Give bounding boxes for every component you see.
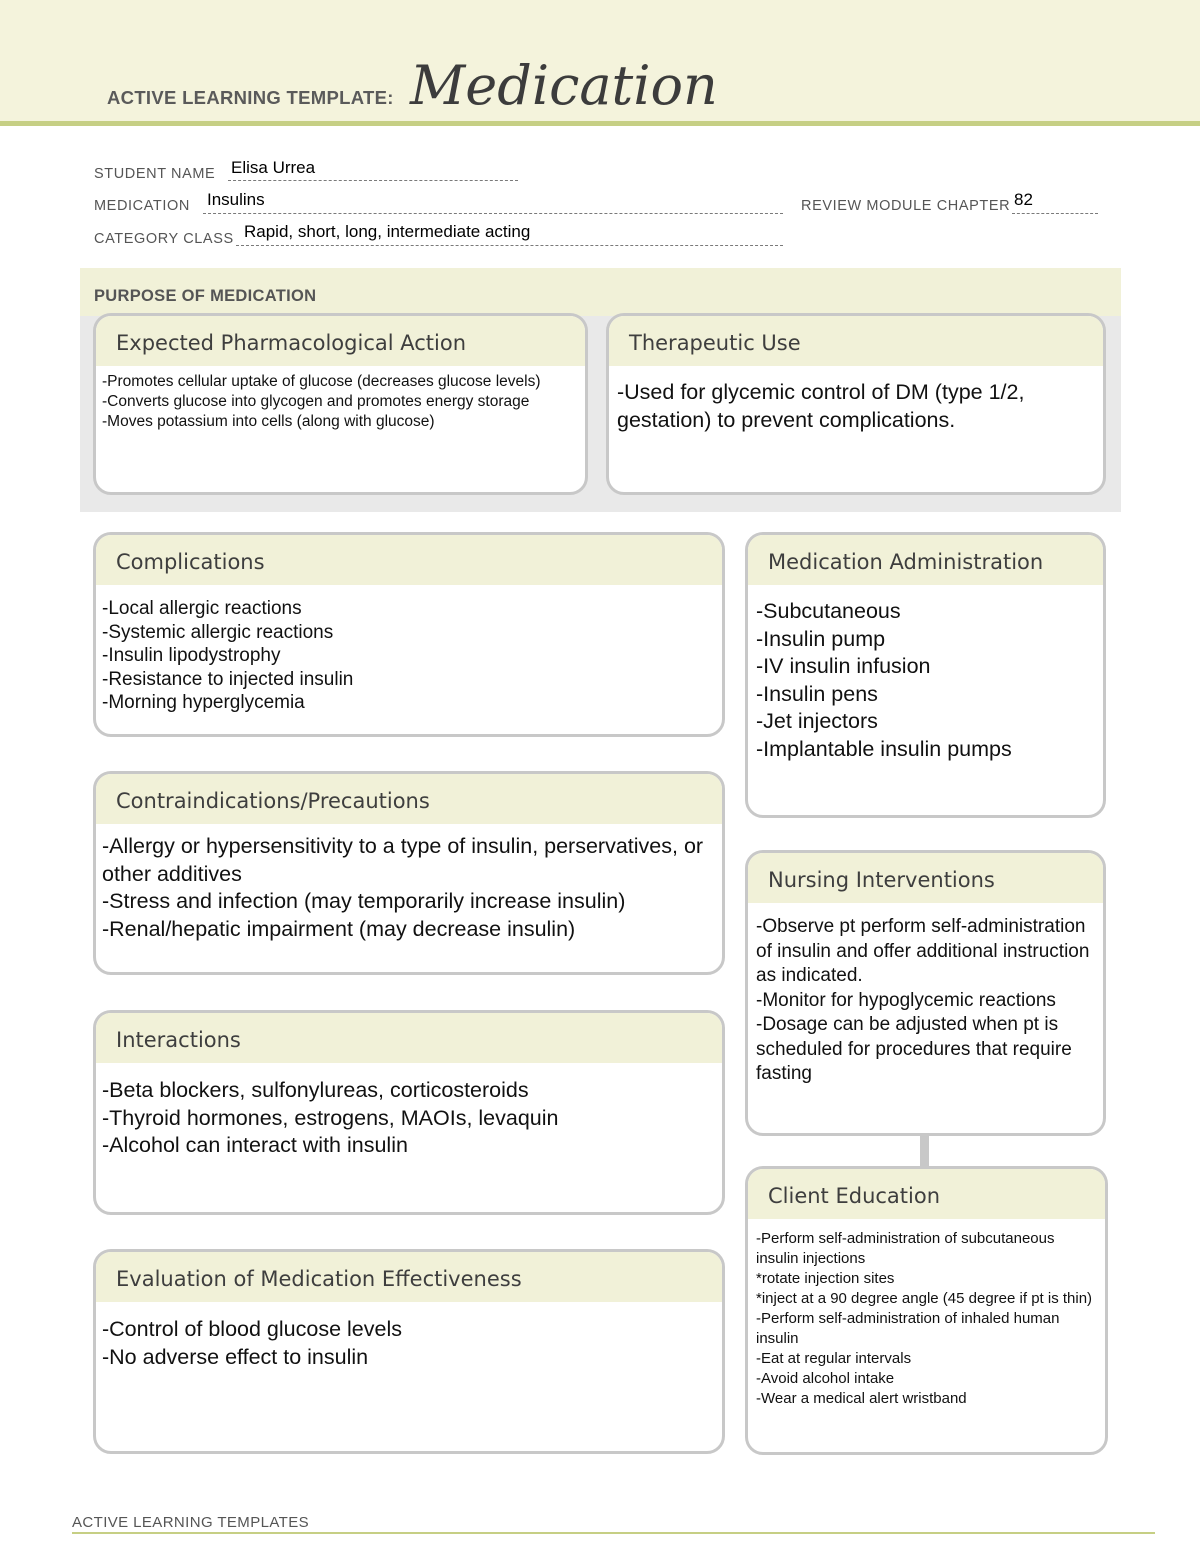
administration-body[interactable]: -Subcutaneous -Insulin pump -IV insulin infusion -Insulin pens -Jet injectors -Implantable insulin pumps (756, 599, 1012, 761)
review-chapter-label: REVIEW MODULE CHAPTER (801, 198, 1011, 214)
therapeutic-use-title: Therapeutic Use (609, 316, 1103, 366)
category-class-line (236, 245, 783, 246)
expected-action-title: Expected Pharmacological Action (96, 316, 585, 366)
complications-card (93, 532, 725, 737)
category-class-field[interactable]: Rapid, short, long, intermediate acting (244, 222, 531, 241)
client-education-card (745, 1166, 1108, 1455)
medication-label: MEDICATION (94, 198, 190, 214)
template-label: ACTIVE LEARNING TEMPLATE: (107, 87, 394, 108)
category-class-label: CATEGORY CLASS (94, 231, 234, 247)
medication-line (203, 213, 783, 214)
contraindications-body[interactable]: -Allergy or hypersensitivity to a type of insulin, perservatives, or other additives -Stress and infection (may temporarily increase insulin) -Renal/hepatic impairment (may decrease insulin) (102, 834, 704, 941)
therapeutic-use-body[interactable]: -Used for glycemic control of DM (type 1/2, gestation) to prevent complications. (617, 380, 1025, 432)
evaluation-card (93, 1249, 725, 1454)
interactions-title: Interactions (96, 1013, 722, 1063)
review-chapter-field[interactable]: 82 (1014, 190, 1033, 209)
client-education-title: Client Education (748, 1169, 1105, 1219)
student-name-label: STUDENT NAME (94, 166, 216, 182)
expected-action-card (93, 313, 588, 495)
complications-body[interactable]: -Local allergic reactions -Systemic allergic reactions -Insulin lipodystrophy -Resistance to injected insulin -Morning hyperglycemia (102, 598, 354, 713)
student-name-field[interactable]: Elisa Urrea (231, 158, 316, 177)
student-name-line (228, 180, 518, 181)
expected-action-body[interactable]: -Promotes cellular uptake of glucose (decreases glucose levels) -Converts glucose into glycogen and promotes energy storage -Moves potassium into cells (along with glucose) (102, 373, 541, 430)
footer-label: ACTIVE LEARNING TEMPLATES (72, 1514, 309, 1531)
connector-bar (920, 1133, 929, 1166)
complications-title: Complications (96, 535, 722, 585)
medication-field[interactable]: Insulins (207, 190, 265, 209)
interactions-body[interactable]: -Beta blockers, sulfonylureas, corticosteroids -Thyroid hormones, estrogens, MAOIs, levaquin -Alcohol can interact with insulin (102, 1078, 559, 1157)
page-title: Medication (410, 54, 718, 117)
review-chapter-line (1012, 213, 1098, 214)
contraindications-card (93, 771, 725, 975)
evaluation-title: Evaluation of Medication Effectiveness (96, 1252, 722, 1302)
contraindications-title: Contraindications/Precautions (96, 774, 722, 824)
therapeutic-use-card (606, 313, 1106, 495)
footer-rule (72, 1532, 1155, 1534)
administration-card (745, 532, 1106, 818)
evaluation-body[interactable]: -Control of blood glucose levels -No adverse effect to insulin (102, 1317, 402, 1369)
administration-title: Medication Administration (748, 535, 1103, 585)
purpose-label: PURPOSE OF MEDICATION (94, 287, 317, 305)
interactions-card (93, 1010, 725, 1215)
nursing-title: Nursing Interventions (748, 853, 1103, 903)
header-rule (0, 121, 1200, 126)
nursing-card (745, 850, 1106, 1136)
client-education-body[interactable]: -Perform self-administration of subcutaneous insulin injections *rotate injection sites *inject at a 90 degree angle (45 degree if pt is thin) -Perform self-administration of inhaled human insulin -Eat at regular intervals -Avoid alcohol intake -Wear a medical alert wristband (756, 1230, 1093, 1407)
nursing-body[interactable]: -Observe pt perform self-administration of insulin and offer additional instruction as indicated. -Monitor for hypoglycemic reactions -Dosage can be adjusted when pt is scheduled for procedures that require fasting (756, 916, 1090, 1084)
